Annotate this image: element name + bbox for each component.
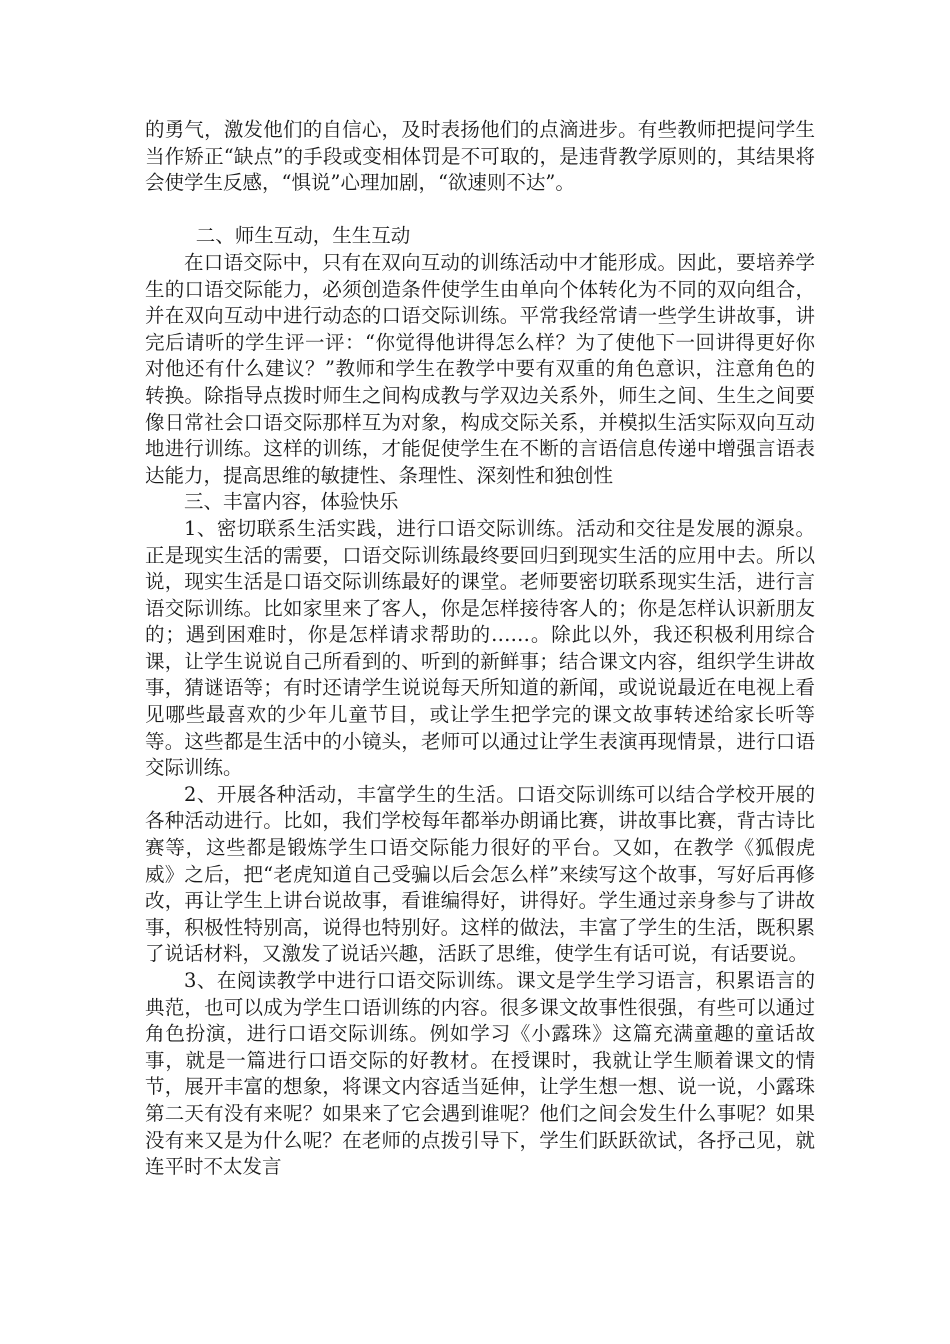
- item-3-paragraph: 3、在阅读教学中进行口语交际训练。课文是学生学习语言，积累语言的典范，也可以成为学生口语训练的内容。很多课文故事性很强，有些可以通过角色扮演，进行口语交际训练。例如学习《小露珠》这篇充满童趣的童话故事，就是一篇进行口语交际的好教材。在授课时，我就让学生顺着课文的情节，展开丰富的想象，将课文内容适当延伸，让学生想一想、说一说，小露珠第二天有没有来呢？如果来了它会遇到谁呢？他们之间会发生什么事呢？如果没有来又是为什么呢？在老师的点拨引导下，学生们跃跃欲试，各抒己见，就连平时不太发言: [145, 969, 815, 1179]
- section-heading-2: 二、师生互动，生生互动: [195, 224, 411, 248]
- section-heading-3: 三、丰富内容，体验快乐: [184, 490, 399, 514]
- item-2-paragraph: 2、开展各种活动，丰富学生的生活。口语交际训练可以结合学校开展的各种活动进行。比如，我们学校每年都举办朗诵比赛，讲故事比赛，背古诗比赛等，这些都是锻炼学生口语交际能力很好的平台。又如，在教学《狐假虎威》之后，把“老虎知道自己受骗以后会怎么样”来续写这个故事，写好后再修改，再让学生上讲台说故事，看谁编得好，讲得好。学生通过亲身参与了讲故事，积极性特别高，说得也特别好。这样的做法，丰富了学生的生活，既积累了说话材料，又激发了说话兴趣，活跃了思维，使学生有话可说，有话要说。: [145, 782, 815, 966]
- item-1-paragraph: 1、密切联系生活实践，进行口语交际训练。活动和交往是发展的源泉。正是现实生活的需要，口语交际训练最终要回归到现实生活的应用中去。所以说，现实生活是口语交际训练最好的课堂。老师要密切联系现实生活，进行言语交际训练。比如家里来了客人，你是怎样接待客人的；你是怎样认识新朋友的；遇到困难时，你是怎样请求帮助的……。除此以外，我还积极利用综合课，让学生说说自己所看到的、听到的新鲜事；结合课文内容，组织学生讲故事，猜谜语等；有时还请学生说说每天所知道的新闻，或说说最近在电视上看见哪些最喜欢的少年儿童节目，或让学生把学完的课文故事转述给家长听等等。这些都是生活中的小镜头，老师可以通过让学生表演再现情景，进行口语交际训练。: [145, 516, 815, 780]
- opening-paragraph: 的勇气，激发他们的自信心，及时表扬他们的点滴进步。有些教师把提问学生当作矫正“缺点”的手段或变相体罚是不可取的，是违背教学原则的，其结果将会使学生反感，“惧说”心理加剧，“欲速则不达”。: [145, 118, 815, 195]
- document-body: [145, 117, 815, 1181]
- paragraph-gap: [145, 197, 815, 224]
- section-2-paragraph: 在口语交际中，只有在双向互动的训练活动中才能形成。因此，要培养学生的口语交际能力，必须创造条件使学生由单向个体转化为不同的双向组合，并在双向互动中进行动态的口语交际训练。平常我经常请一些学生讲故事，讲完后请听的学生评一评：“你觉得他讲得怎么样？为了使他下一回讲得更好你对他还有什么建议？”教师和学生在教学中要有双重的角色意识，注意角色的转换。除指导点拨时师生之间构成教与学双边关系外，师生之间、生生之间要像日常社会口语交际那样互为对象，构成交际关系，并模拟生活实际双向互动地进行训练。这样的训练，才能促使学生在不断的言语信息传递中增强言语表达能力，提高思维的敏捷性、条理性、深刻性和独创性: [145, 250, 815, 487]
